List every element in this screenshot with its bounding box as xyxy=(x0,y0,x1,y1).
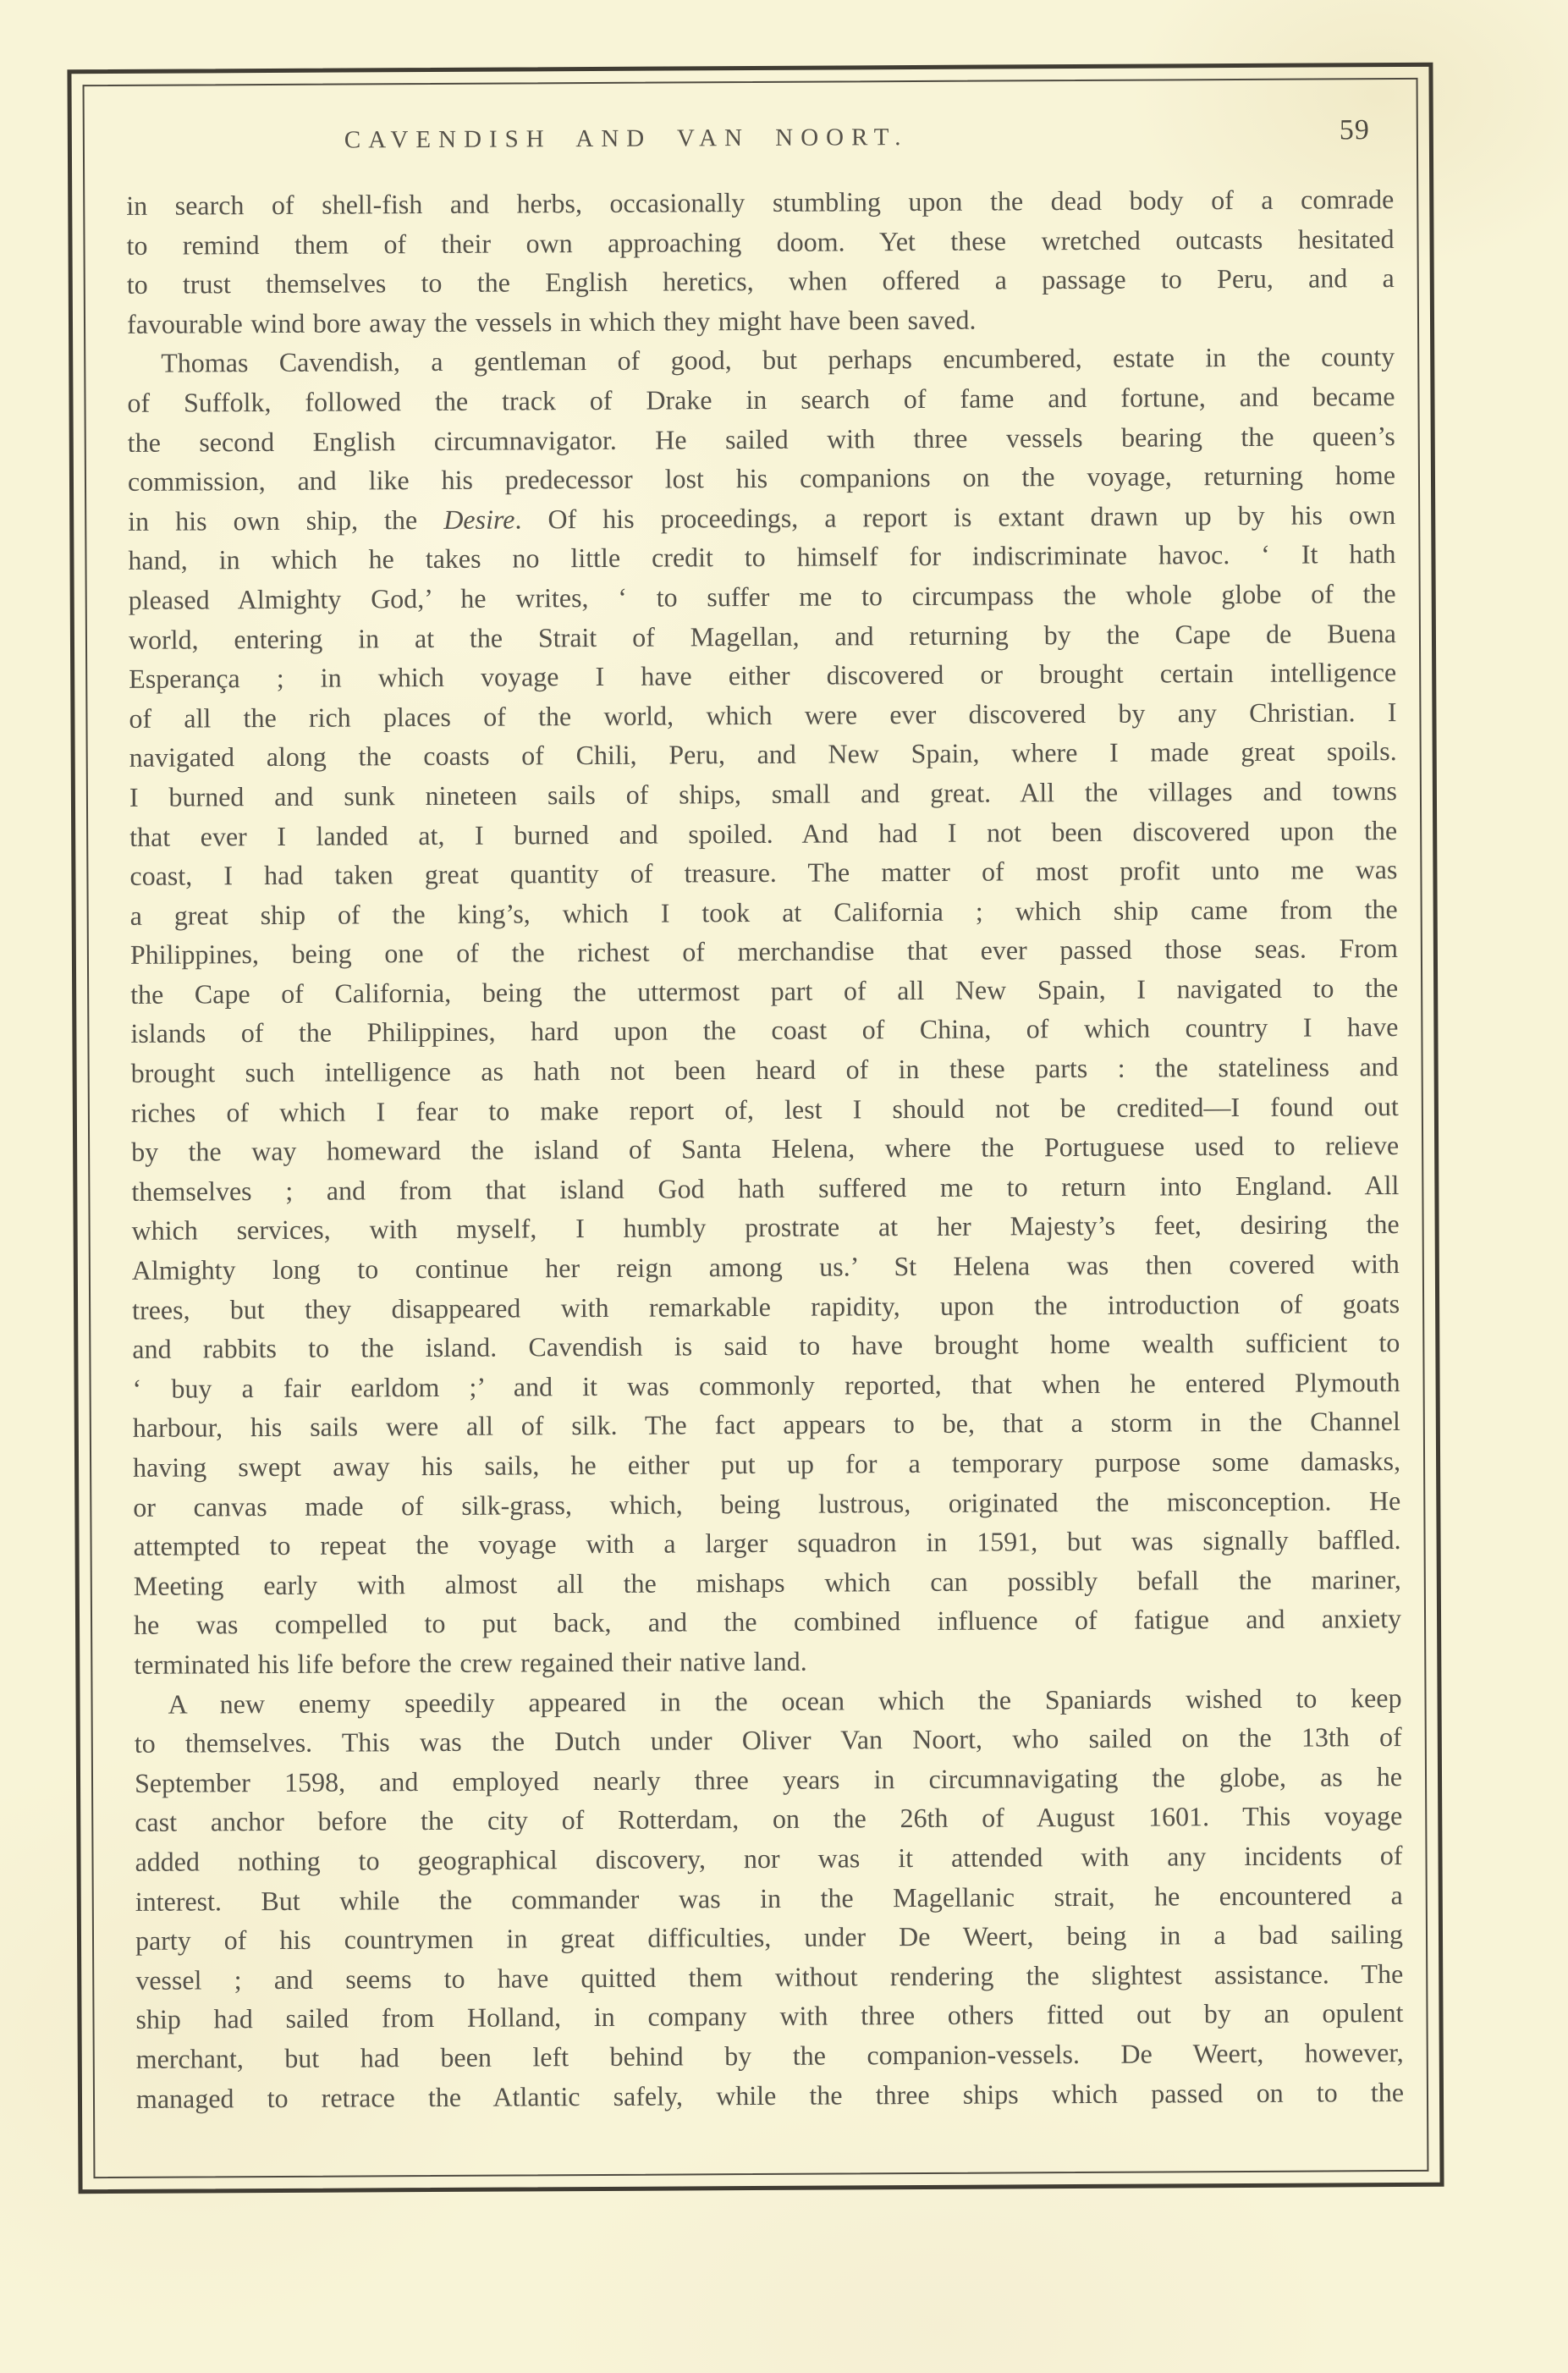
header-title: CAVENDISH AND VAN NOORT. xyxy=(344,124,909,154)
text-segment: managed to retrace the Atlantic safely, while the three ships which passed on to the xyxy=(135,2076,1405,2114)
text-segment: by the way homeward the island of Santa Helena, where the Portuguese used to relieve xyxy=(131,1130,1400,1168)
text-line xyxy=(131,1126,1399,1171)
text-segment: to themselves. This was the Dutch under Oliver Van Noort, who sailed on the 13th of xyxy=(134,1721,1402,1759)
running-header xyxy=(126,114,1394,163)
text-line xyxy=(129,731,1397,777)
text-segment: Almighty long to continue her reign among us.’ St Helena was then covered with xyxy=(131,1248,1400,1286)
text-segment: favourable wind bore away the vessels in which they might have been saved. xyxy=(126,304,977,339)
text-segment: pleased Almighty God,’ he writes, ‘ to suffer me to circumpass the whole globe of the xyxy=(128,577,1396,615)
text-segment: to trust themselves to the English heretics, when offered a passage to Peru, and a xyxy=(126,262,1395,300)
paragraph xyxy=(127,337,1401,1684)
text-line xyxy=(128,495,1395,541)
text-line xyxy=(136,2033,1404,2078)
text-line xyxy=(132,1323,1400,1368)
paragraph xyxy=(126,179,1395,344)
ship-name-italic: Desire xyxy=(443,504,515,535)
text-segment: a great ship of the king’s, which I took at California ; which ship came from the xyxy=(129,893,1398,931)
text-line xyxy=(135,1875,1403,1921)
text-segment: added nothing to geographical discovery, nor was it attended with any incidents of xyxy=(135,1839,1403,1877)
text-segment: in search of shell-fish and herbs, occasionally stumbling upon the dead body of a comrade xyxy=(126,184,1395,221)
text-line xyxy=(126,219,1394,265)
text-line xyxy=(135,1914,1403,1960)
text-segment: coast, I had taken great quantity of treasure. The matter of most profit unto me was xyxy=(129,854,1398,891)
text-line xyxy=(128,534,1395,580)
text-segment: having swept away his sails, he either put up for a temporary purpose some damasks, xyxy=(132,1445,1401,1483)
text-segment: of all the rich places of the world, which were ever discovered by any Christian. I xyxy=(129,696,1397,734)
text-line xyxy=(133,1441,1400,1487)
text-segment: ‘ buy a fair earldom ;’ and it was commonly reported, that when he entered Plymouth xyxy=(132,1366,1400,1404)
text-line xyxy=(133,1401,1400,1447)
text-segment: . Of his proceedings, a report is extant drawn up by his own xyxy=(514,498,1396,535)
text-segment: brought such intelligence as hath not been heard of in these parts : the stateliness and xyxy=(130,1051,1399,1088)
text-line xyxy=(132,1204,1400,1250)
text-line xyxy=(131,1165,1399,1211)
text-line xyxy=(129,692,1396,738)
text-segment: the second English circumnavigator. He sailed with three vessels bearing the queen’s xyxy=(127,420,1395,458)
text-line xyxy=(129,614,1396,659)
text-segment: or canvas made of silk-grass, which, being lustrous, originated the misconception. He xyxy=(133,1484,1401,1522)
text-line xyxy=(130,889,1398,935)
text-segment: harbour, his sails were all of silk. The fact appears to be, that a storm in the Channel xyxy=(132,1406,1400,1444)
text-line xyxy=(132,1284,1400,1330)
text-line xyxy=(129,811,1397,856)
text-segment: riches of which I fear to make report of, lest I should not be credited—I found out xyxy=(130,1090,1399,1128)
text-line xyxy=(135,1993,1403,2039)
text-line xyxy=(134,1638,1401,1684)
text-line xyxy=(127,337,1395,383)
text-segment: trees, but they disappeared with remarkable rapidity, upon the introduction of goats xyxy=(132,1287,1400,1325)
text-segment: Thomas Cavendish, a gentleman of good, but perhaps encumbered, estate in the county xyxy=(161,341,1395,379)
text-segment: navigated along the coasts of Chili, Peru, and New Spain, where I made great spoils. xyxy=(129,735,1397,774)
text-line xyxy=(130,968,1398,1014)
text-line xyxy=(130,1007,1398,1053)
text-line xyxy=(135,1757,1402,1803)
text-segment: interest. But while the commander was in the Magellanic strait, he encountered a xyxy=(135,1879,1403,1917)
text-segment: I burned and sunk nineteen sails of ships, small and great. All the villages and towns xyxy=(129,774,1398,812)
text-segment: themselves ; and from that island God hath suffered me to return into England. All xyxy=(131,1169,1400,1207)
text-line xyxy=(129,850,1397,895)
text-line xyxy=(126,179,1394,225)
text-line xyxy=(135,1796,1402,1842)
text-segment: in his own ship, the xyxy=(128,504,444,537)
text-segment: hand, in which he takes no little credit to himself for indiscriminate havoc. ‘ It hath xyxy=(128,538,1396,576)
text-line xyxy=(131,1087,1399,1132)
text-line xyxy=(134,1599,1401,1644)
text-line xyxy=(127,298,1395,344)
text-segment: terminated his life before the crew regained their native land. xyxy=(134,1645,807,1680)
text-segment: A new enemy speedily appeared in the ocean which the Spaniards wished to keep xyxy=(168,1682,1402,1720)
text-segment: ship had sailed from Holland, in company with three others fitted out by an opulent xyxy=(135,1997,1404,2035)
text-segment: commission, and like his predecessor lost his companions on the voyage, returning home xyxy=(127,460,1396,498)
text-line xyxy=(133,1520,1400,1566)
text-line xyxy=(129,652,1396,698)
text-line xyxy=(130,928,1398,974)
text-segment: September 1598, and employed nearly three years in circumnavigating the globe, as he xyxy=(134,1760,1403,1798)
text-line xyxy=(136,2073,1404,2118)
text-segment: to remind them of their own approaching doom. Yet these wretched outcasts hesitated xyxy=(126,223,1395,261)
page-border-frame xyxy=(67,63,1444,2194)
text-segment: party of his countrymen in great difficulties, under De Weert, being in a bad sailing xyxy=(135,1919,1404,1956)
text-segment: Meeting early with almost all the mishaps which can possibly befall the mariner, xyxy=(133,1563,1401,1601)
page-number: 59 xyxy=(1339,114,1370,146)
text-segment: which services, with myself, I humbly prostrate at her Majesty’s feet, desiring the xyxy=(131,1209,1400,1247)
text-line xyxy=(128,416,1395,462)
text-segment: Philippines, being one of the richest of merchandise that ever passed those seas. From xyxy=(129,933,1398,971)
text-line xyxy=(129,771,1397,817)
paragraph xyxy=(134,1678,1404,2118)
text-segment: of Suffolk, followed the track of Drake in search of fame and fortune, and became xyxy=(127,381,1395,418)
text-segment: Esperança ; in which voyage I have either discovered or brought certain intelligence xyxy=(129,657,1397,694)
text-segment: and rabbits to the island. Cavendish is said to have brought home wealth sufficient to xyxy=(132,1327,1400,1365)
text-line xyxy=(132,1244,1400,1290)
text-line xyxy=(131,1047,1399,1093)
text-block xyxy=(126,179,1404,2118)
text-line xyxy=(127,377,1395,422)
text-segment: he was compelled to put back, and the combined influence of fatigue and anxiety xyxy=(133,1603,1402,1641)
text-segment: vessel ; and seems to have quitted them without rendering the slightest assistance. The xyxy=(135,1957,1404,1996)
text-line xyxy=(128,455,1395,501)
page-border-inner-rule xyxy=(83,78,1429,2178)
text-segment: cast anchor before the city of Rotterdam, on the 26th of August 1601. This voyage xyxy=(135,1800,1403,1838)
text-line xyxy=(135,1717,1402,1763)
text-line xyxy=(129,574,1396,619)
text-segment: islands of the Philippines, hard upon the coast of China, of which country I have xyxy=(130,1011,1399,1049)
text-line xyxy=(134,1678,1401,1724)
text-line xyxy=(132,1363,1400,1408)
text-segment: the Cape of California, being the uttermost part of all New Spain, I navigated to the xyxy=(130,972,1399,1010)
text-segment: world, entering in at the Strait of Magellan, and returning by the Cape de Buena xyxy=(128,617,1397,655)
text-segment: attempted to repeat the voyage with a larger squadron in 1591, but was signally baffled. xyxy=(133,1524,1401,1562)
text-line xyxy=(133,1481,1400,1527)
text-line xyxy=(135,1836,1402,1881)
text-segment: merchant, but had been left behind by the companion-vessels. De Weert, however, xyxy=(135,2036,1404,2074)
text-line xyxy=(127,258,1395,304)
text-line xyxy=(134,1560,1401,1605)
text-segment: that ever I landed at, I burned and spoiled. And had I not been discovered upon the xyxy=(129,814,1398,852)
text-line xyxy=(135,1954,1403,2000)
